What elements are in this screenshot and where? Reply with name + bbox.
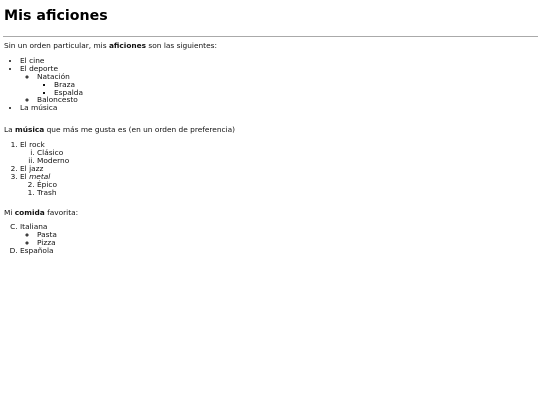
list-item-moderno: ii. Moderno [37, 157, 536, 165]
list-item-epico: 2. Épico [37, 181, 536, 189]
list-item-espanola: D. Española [20, 247, 536, 255]
italiana-sublist [37, 231, 536, 247]
hobbies-list [20, 57, 536, 112]
food-intro-prefix: Mi [4, 207, 15, 217]
food-intro-suffix: favorita: [44, 207, 79, 217]
food-intro-bold: comida [14, 207, 45, 217]
list-item-pasta: ◦ Pasta [37, 231, 536, 239]
metal-sublist-epico [37, 181, 536, 189]
list-item-cine: • El cine [20, 57, 536, 65]
list-item-natacion [37, 73, 536, 97]
list-item-jazz: 2. El jazz [20, 165, 536, 173]
list-item-natacion-label: Natación [37, 71, 70, 81]
list-item-musica: • La música [20, 104, 536, 112]
music-intro-bold: música [15, 125, 45, 135]
deporte-sublist [37, 73, 536, 105]
list-item-metal-prefix: El [20, 171, 30, 181]
list-item-braza: ▪ Braza [54, 81, 536, 89]
music-intro [4, 126, 536, 134]
spacer [4, 197, 536, 209]
list-item-espalda: ▪ Espalda [54, 89, 536, 97]
metal-sublist-trash [37, 189, 536, 197]
rock-sublist [37, 149, 536, 165]
title-divider [3, 36, 538, 37]
hobbies-intro-bold: aficiones [108, 41, 147, 50]
list-item-italiana [20, 223, 536, 247]
page-title: Mis aficiones [4, 8, 108, 24]
list-item-deporte [20, 65, 536, 105]
hobbies-intro [4, 42, 536, 50]
music-list [20, 141, 536, 196]
list-item-clasico: i. Clásico [37, 149, 536, 157]
spacer [4, 112, 536, 126]
hobbies-intro-prefix: Sin un orden particular, mis [4, 41, 109, 50]
list-item-pizza: ◦ Pizza [37, 239, 536, 247]
food-list [20, 223, 536, 255]
music-intro-suffix: que más me gusta es (en un orden de preferencia) [44, 125, 236, 135]
list-item-metal-italic: metal [29, 171, 51, 181]
list-item-baloncesto: ◦ Baloncesto [37, 96, 536, 104]
list-item-deporte-label: El deporte [20, 63, 59, 73]
hobbies-intro-suffix: son las siguientes: [146, 41, 217, 50]
food-intro [4, 209, 536, 217]
list-item-trash: 1. Trash [37, 189, 536, 197]
list-item-rock [20, 141, 536, 165]
list-item-metal [20, 173, 536, 197]
music-intro-prefix: La [4, 125, 15, 135]
natacion-sublist [54, 81, 536, 97]
list-item-italiana-label: Italiana [20, 222, 48, 232]
list-item-rock-label: El rock [20, 140, 45, 150]
